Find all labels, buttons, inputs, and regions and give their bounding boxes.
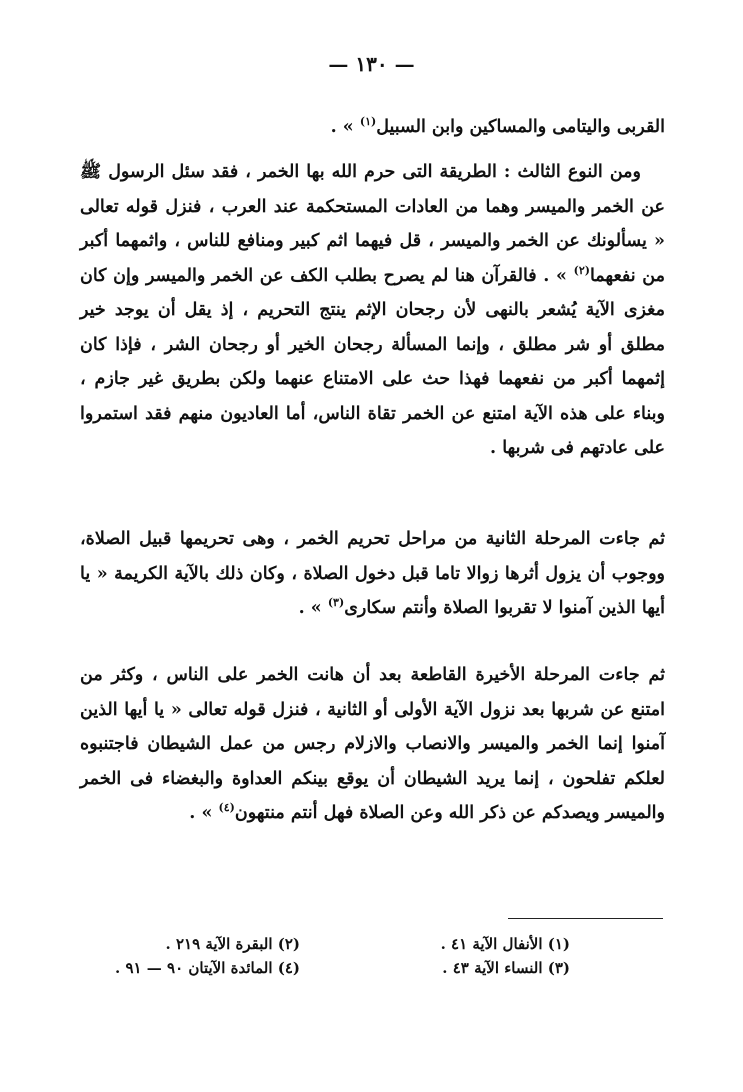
paragraph-third-type	[80, 155, 665, 466]
paragraph-4-tail: » .	[189, 803, 219, 823]
paragraph-4	[80, 658, 665, 831]
footnote-ref-1: (١)	[359, 115, 377, 129]
paragraph-3-tail: » .	[298, 598, 328, 618]
paragraph-1-tail: » .	[330, 117, 360, 137]
paragraph-1-text: القربى واليتامى والمساكين وابن السبيل	[376, 117, 665, 137]
page-number: — ١٣٠ —	[328, 52, 415, 76]
paragraph-3	[80, 522, 665, 626]
paragraph-2-tail: » . فالقرآن هنا لم يصرح بطلب الكف عن الخمر والميسر وإن كان مغزى الآية يُشعر بالنهى لأن رجحان الإثم ينتج التحريم ، إذ يقل أن يوجد خير مطلق أو شر مطلق ، وإنما المسألة رجحان الخير أو رجحان الشر ، فإذا كان إثمهما أكبر من نفعهما فهذا حث على الامتناع عنهما ولكن بطريق غير جازم ، وبناء على هذه الآية امتنع عن الخمر تقاة الناس، أما العاديون منهم فقد استمروا على عادتهم فى شربها .	[80, 265, 665, 458]
paragraph-continuation	[80, 110, 665, 145]
footnote-4: (٤) المائدة الآيتان ٩٠ — ٩١ .	[115, 959, 300, 977]
paragraph-2-text: ومن النوع الثالث : الطريقة التى حرم الله بها الخمر ، فقد سئل الرسول ﷺ عن الخمر والميسر وهما من العادات المستحكمة عند العرب ، فنزل قوله تعالى « يسألونك عن الخمر والميسر ، قل فيهما اثم كبير ومنافع للناس ، واثمهما أكبر من نفعهما	[80, 162, 665, 286]
paragraph-1	[80, 110, 665, 145]
footnote-ref-2: (٢)	[573, 263, 590, 277]
paragraph-second-stage	[80, 522, 665, 626]
footnote-2: (٢) البقرة الآية ٢١٩ .	[165, 935, 300, 953]
paragraph-2	[80, 155, 665, 466]
footnote-divider	[508, 918, 663, 919]
footnote-ref-3: (٣)	[327, 596, 345, 610]
footnote-1: (١) الأنفال الآية ٤١ .	[440, 935, 570, 953]
footnotes	[90, 932, 570, 980]
paragraph-final-stage	[80, 658, 665, 831]
footnote-3: (٣) النساء الآية ٤٣ .	[442, 959, 570, 977]
paragraph-3-text: ثم جاءت المرحلة الثانية من مراحل تحريم الخمر ، وهى تحريمها قبيل الصلاة، ووجوب أن يزول أثرها زوالا تاما قبل دخول الصلاة ، وكان ذلك بالآية الكريمة « يا أيها الذين آمنوا لا تقربوا الصلاة وأنتم سكارى	[80, 529, 665, 618]
footnote-ref-4: (٤)	[218, 801, 235, 815]
paragraph-4-text: ثم جاءت المرحلة الأخيرة القاطعة بعد أن هانت الخمر على الناس ، وكثر من امتنع عن شربها بعد نزول الآية الأولى أو الثانية ، فنزل قوله تعالى « يا أيها الذين آمنوا إنما الخمر والميسر والانصاب والازلام رجس من عمل الشيطان فاجتنبوه لعلكم تفلحون ، إنما يريد الشيطان أن يوقع بينكم العداوة والبغضاء فى الخمر والميسر ويصدكم عن ذكر الله وعن الصلاة فهل أنتم منتهون	[80, 665, 665, 823]
